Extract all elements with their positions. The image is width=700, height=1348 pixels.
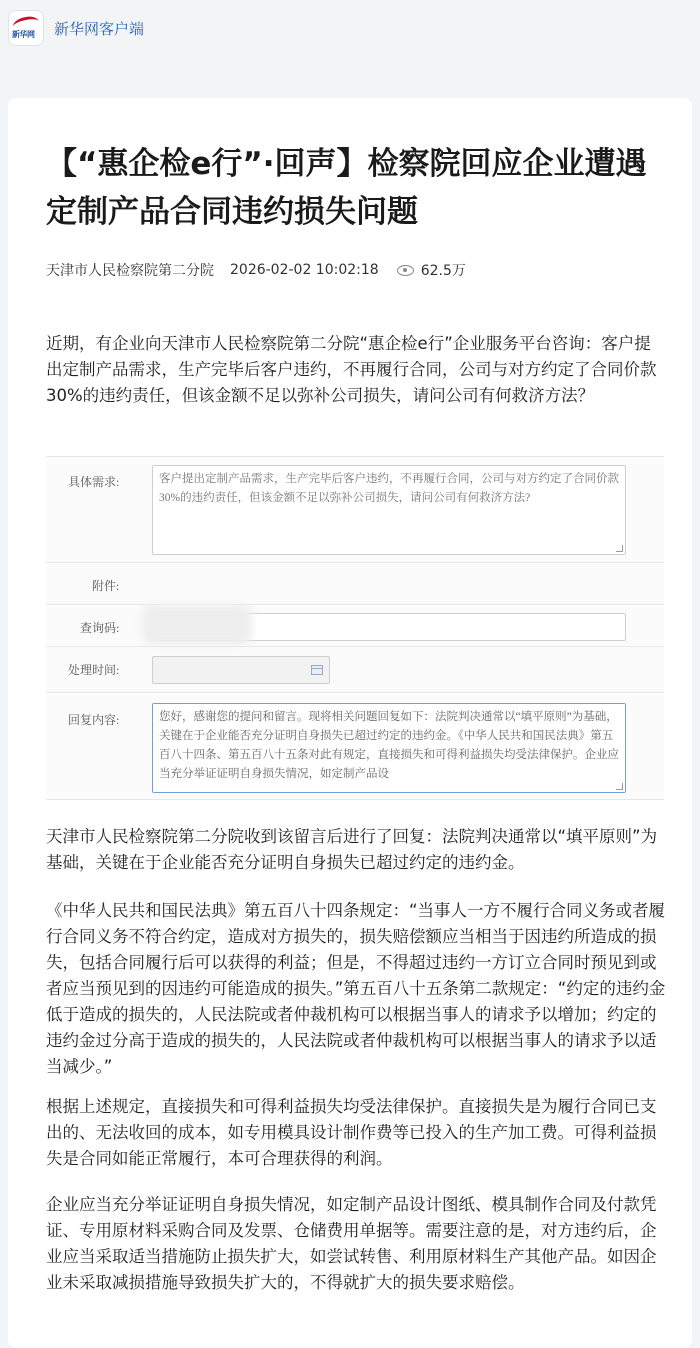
form-row-reply (46, 693, 664, 801)
query-label: 查询码: (80, 621, 120, 635)
eye-icon (397, 265, 414, 276)
app-name[interactable]: 新华网客户端 (54, 19, 145, 38)
process-time-field (152, 656, 330, 684)
article-paragraph-1: 近期，有企业向天津市人民检察院第二分院“惠企检e行”企业服务平台咨询：客户提出定制产品需求，生产完毕后客户违约，不再履行合同，公司与对方约定了合同价款30%的违约责任，但该金额不足以弥补公司损失，请问公司有何救济方法？ (46, 334, 657, 405)
article-author[interactable]: 天津市人民检察院第二分院 (46, 263, 214, 279)
logo-text: 新华网 (12, 30, 35, 39)
article-title: 【“惠企检e行”·回声】检察院回应企业遭遇定制产品合同违约损失问题 (46, 146, 647, 230)
app-header (0, 0, 700, 56)
demand-label: 具体需求: (68, 475, 120, 489)
view-count-value: 62.5万 (420, 263, 466, 279)
demand-textarea (152, 465, 626, 555)
article-paragraph-4: 根据上述规定，直接损失和可得利益损失均受法律保护。直接损失是为履行合同已支出的、无法收回的成本，如专用模具设计制作费等已投入的生产加工费。可得利益损失是合同如能正常履行，本可合理获得的利润。 (46, 1097, 657, 1168)
view-count (397, 260, 466, 280)
attachment-label: 附件: (92, 579, 120, 593)
form-row-attachment (46, 563, 664, 605)
form-row-demand (46, 457, 664, 563)
article-paragraph-5: 企业应当充分举证证明自身损失情况，如定制产品设计图纸、模具制作合同及付款凭证、专用原材料采购合同及发票、仓储费用单据等。需要注意的是，对方违约后，企业应当采取适当措施防止损失扩大，如尝试转售、利用原材料生产其他产品。如因企业未采取减损措施导致损失扩大的，不得就扩大的损失要求赔偿。 (46, 1195, 657, 1292)
calendar-icon (311, 665, 323, 675)
time-label: 处理时间: (68, 663, 120, 677)
consultation-form-screenshot (46, 456, 664, 800)
article-time: 2026-02-02 10:02:18 (230, 262, 379, 278)
form-row-query (46, 605, 664, 647)
resize-handle-icon (616, 545, 623, 552)
article-meta (46, 259, 466, 281)
xinhua-news-logo-icon[interactable] (8, 10, 44, 46)
resize-handle-icon (616, 783, 623, 790)
reply-text: 您好，感谢您的提问和留言。现将相关问题回复如下：法院判决通常以“填平原则”为基础，关键在于企业能否充分证明自身损失已超过约定的违约金。《中华人民共和国民法典》第五百八十四条、第五百八十五条对此有规定，直接损失和可得利益损失均受法律保护。企业应当充分举证证明自身损失情况，如定制产品设 (159, 711, 619, 780)
article-paragraph-2: 天津市人民检察院第二分院收到该留言后进行了回复：法院判决通常以“填平原则”为基础，关键在于企业能否充分证明自身损失已超过约定的违约金。 (46, 827, 658, 872)
reply-textarea (152, 703, 626, 793)
reply-label: 回复内容: (68, 713, 120, 727)
form-row-time (46, 647, 664, 693)
demand-text: 客户提出定制产品需求，生产完毕后客户违约，不再履行合同，公司与对方约定了合同价款30%的违约责任，但该金额不足以弥补公司损失，请问公司有何救济方法? (159, 473, 619, 504)
article-paragraph-3: 《中华人民共和国民法典》第五百八十四条规定：“当事人一方不履行合同义务或者履行合同义务不符合约定，造成对方损失的，损失赔偿额应当相当于因违约所造成的损失，包括合同履行后可以获得的利益；但是，不得超过违约一方订立合同时预见到或者应当预见到的因违约可能造成的损失。”第五百八十五条第二款规定：“约定的违约金低于造成的损失的，人民法院或者仲裁机构可以根据当事人的请求予以增加；约定的违约金过分高于造成的损失的，人民法院或者仲裁机构可以根据当事人的请求予以适当减少。” (46, 901, 666, 1076)
redaction-blur (142, 605, 252, 645)
